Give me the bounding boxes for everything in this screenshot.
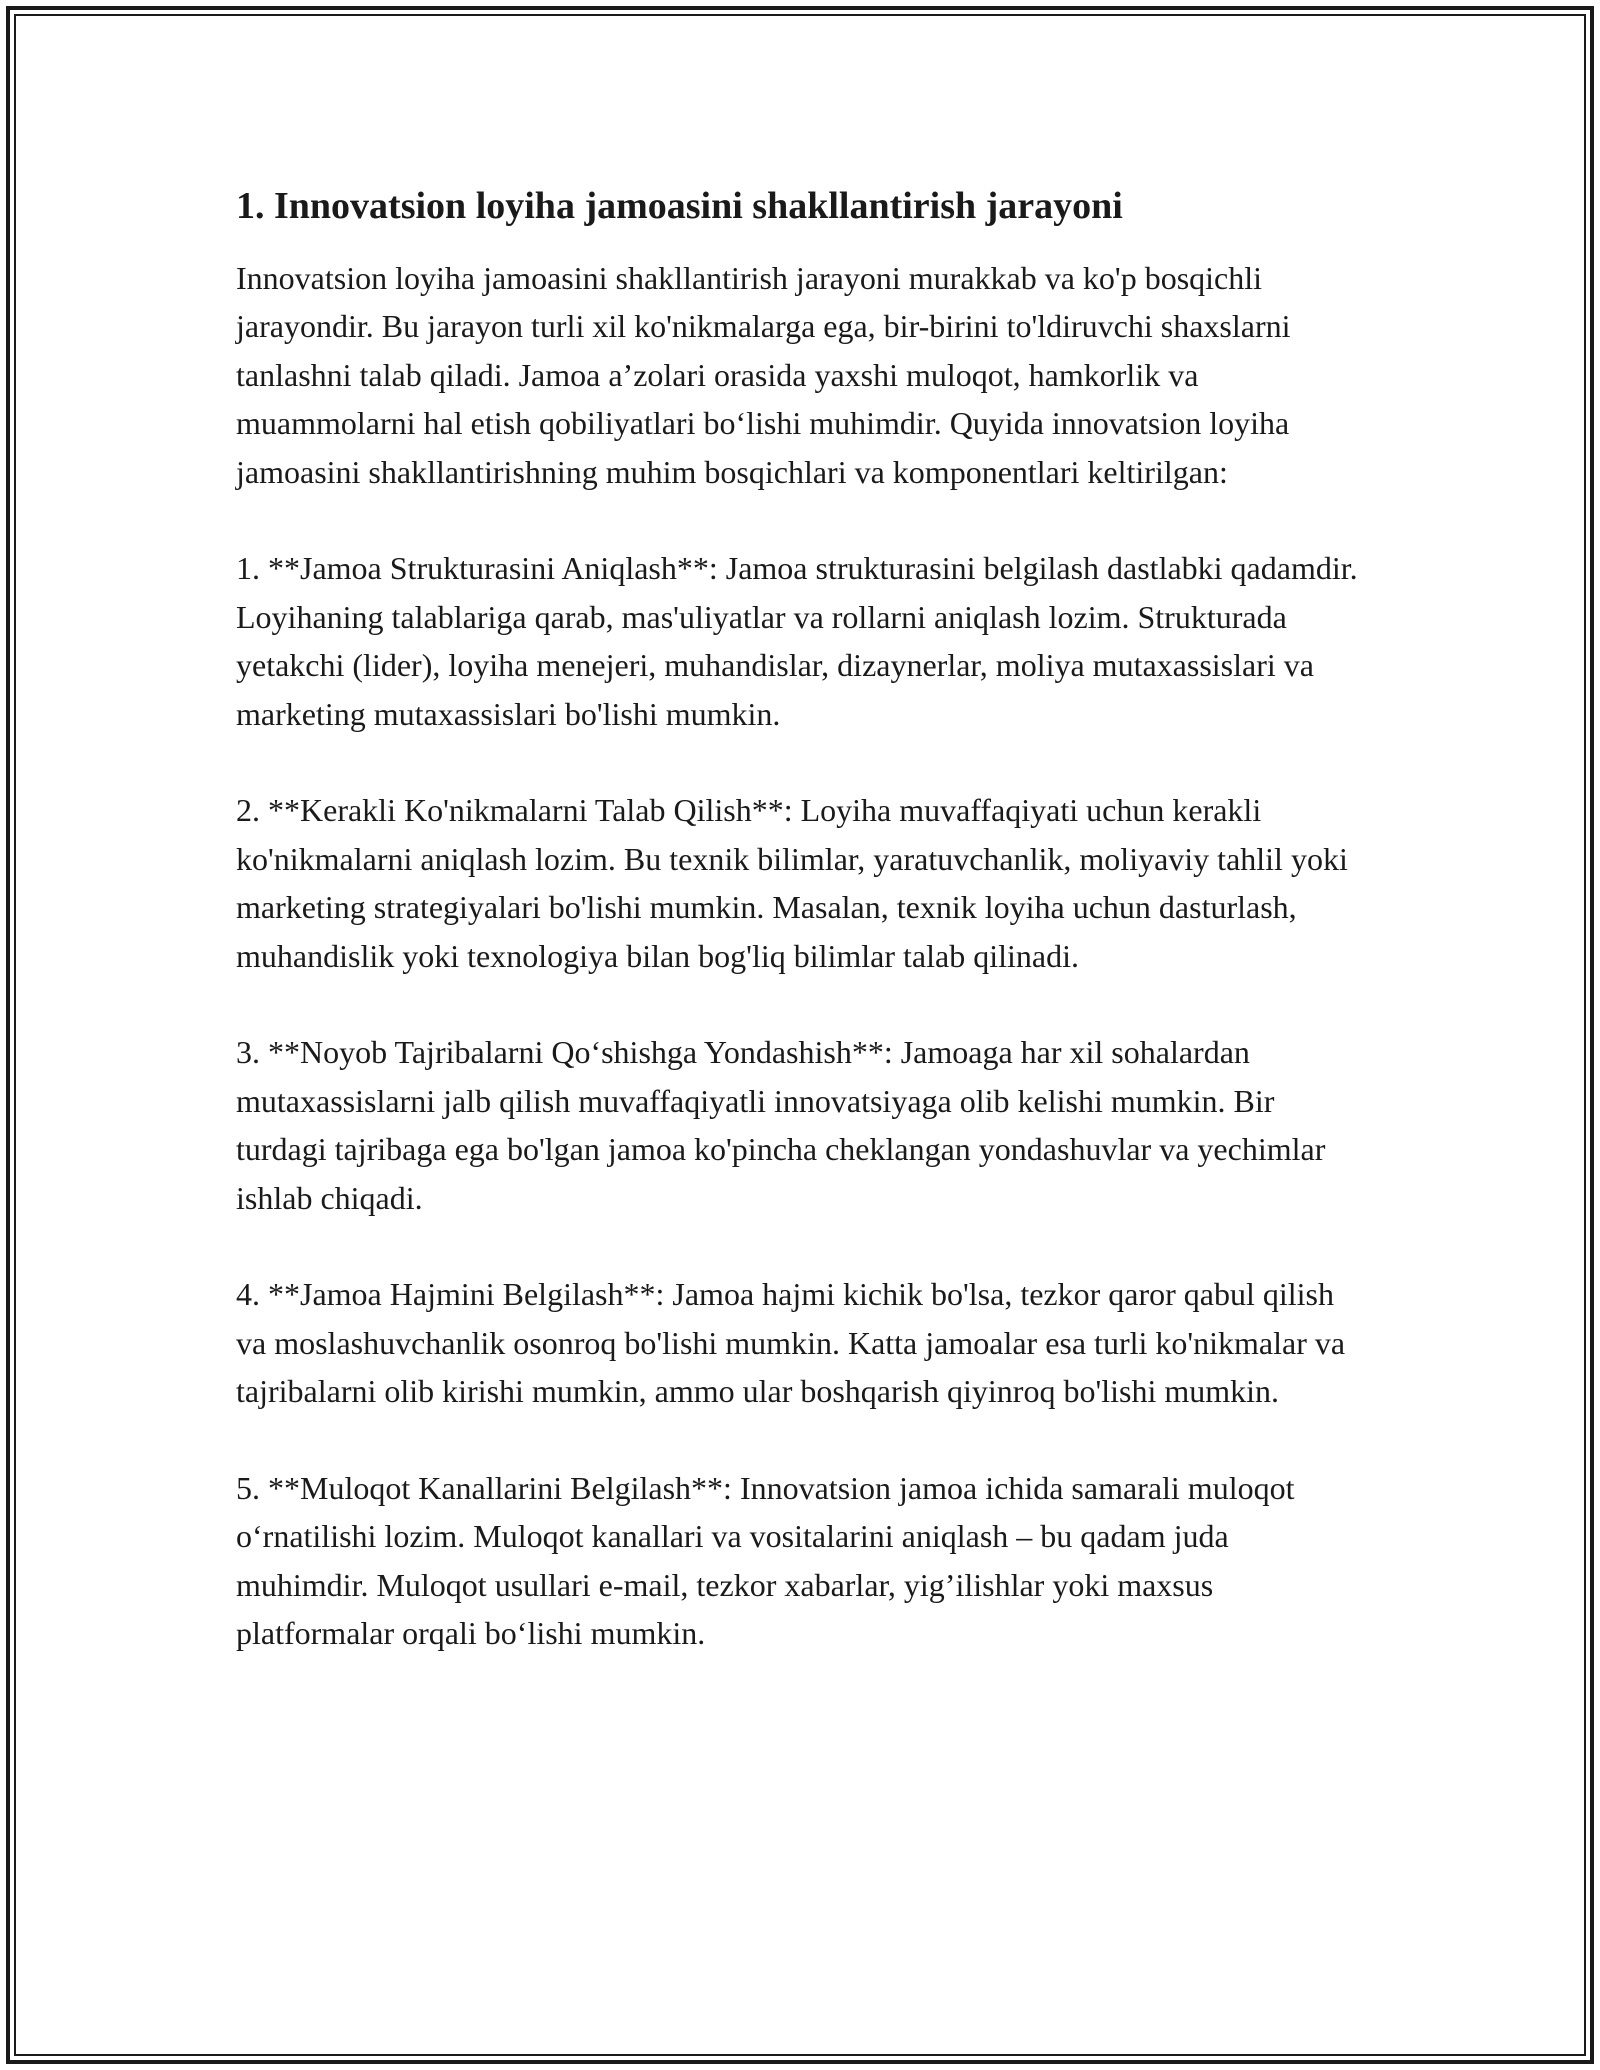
step-4-paragraph: 4. **Jamoa Hajmini Belgilash**: Jamoa hajmi kichik bo'lsa, tezkor qaror qabul qilish va moslashuvchanlik osonroq bo'lishi mumkin. Katta jamoalar esa turli ko'nikmalar va tajribalarni olib kirishi mumkin, ammo ular boshqarish qiyinroq bo'lishi mumkin.	[236, 1276, 1346, 1410]
step-5-paragraph: 5. **Muloqot Kanallarini Belgilash**: Innovatsion jamoa ichida samarali muloqot o‘rnatilishi lozim. Muloqot kanallari va vositalarini aniqlash – bu qadam juda muhimdir. Muloqot usullari e-mail, tezkor xabarlar, yig’ilishlar yoki maxsus platformalar orqali bo‘lishi mumkin.	[236, 1470, 1295, 1652]
step-3-paragraph: 3. **Noyob Tajribalarni Qo‘shishga Yondashish**: Jamoaga har xil sohalardan mutaxassislarni jalb qilish muvaffaqiyatli innovatsiyaga olib kelishi mumkin. Bir turdagi tajribaga ega bo'lgan jamoa ko'pincha cheklangan yondashuvlar va yechimlar ishlab chiqadi.	[236, 1034, 1326, 1216]
step-2-paragraph: 2. **Kerakli Ko'nikmalarni Talab Qilish**: Loyiha muvaffaqiyati uchun kerakli ko'nikmalarni aniqlash lozim. Bu texnik bilimlar, yaratuvchanlik, moliyaviy tahlil yoki marketing strategiyalari bo'lishi mumkin. Masalan, texnik loyiha uchun dasturlash, muhandislik yoki texnologiya bilan bog'liq bilimlar talab qilinadi.	[236, 792, 1348, 974]
intro-paragraph: Innovatsion loyiha jamoasini shakllantirish jarayoni murakkab va ko'p bosqichli jarayondir. Bu jarayon turli xil ko'nikmalarga ega, bir-birini to'ldiruvchi shaxslarni tanlashni talab qiladi. Jamoa a’zolari orasida yaxshi muloqot, hamkorlik va muammolarni hal etish qobiliyatlari bo‘lishi muhimdir. Quyida innovatsion loyiha jamoasini shakllantirishning muhim bosqichlari va komponentlari keltirilgan:	[236, 260, 1291, 490]
step-1-paragraph: 1. **Jamoa Strukturasini Aniqlash**: Jamoa strukturasini belgilash dastlabki qadamdir. Loyihaning talablariga qarab, mas'uliyatlar va rollarni aniqlash lozim. Strukturada yetakchi (lider), loyiha menejeri, muhandislar, dizaynerlar, moliya mutaxassislari va marketing mutaxassislari bo'lishi mumkin.	[236, 550, 1358, 732]
document-body	[236, 182, 1366, 1658]
document-title: 1. Innovatsion loyiha jamoasini shakllantirish jarayoni	[236, 185, 1123, 227]
